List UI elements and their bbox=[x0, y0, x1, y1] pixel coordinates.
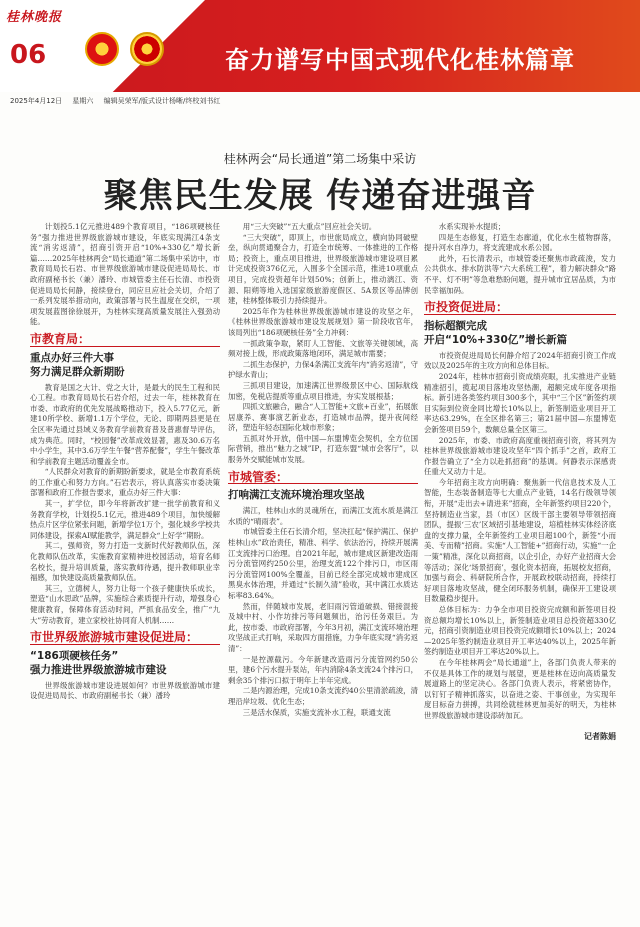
article-kicker: 桂林两会“局长通道”第二场集中采访 bbox=[223, 152, 417, 166]
issue-date: 2025年4月12日 bbox=[10, 97, 63, 105]
editor-credits: 编辑吴荣军/版式设计杨晰/终校刘书红 bbox=[103, 97, 221, 105]
body-paragraph: 满江，桂林山水的灵魂所在，而满江支流水质是满江水质的“晴雨表”。 bbox=[228, 506, 418, 526]
cppcc-emblem-icon bbox=[130, 32, 164, 66]
subhead-line: 开启“10%+330亿”增长新篇 bbox=[424, 333, 568, 346]
body-paragraph: 三是活水保质，实施支流补水工程，联通支流 bbox=[242, 707, 391, 717]
national-emblem-icon bbox=[85, 32, 119, 66]
section-tag-education: 市教育局： bbox=[30, 334, 220, 347]
body-paragraph: 一抓政策争取，紧盯人工智能、文旅等关键领域，高频对接上级，形成政策落地闭环，满足城市需要； bbox=[228, 338, 418, 359]
subhead-line: 强力推进世界级旅游城市建设 bbox=[30, 663, 167, 676]
issue-weekday: 星期六 bbox=[72, 97, 94, 105]
body-paragraph: 世界级旅游城市建设进展如何？市世界级旅游城市建设促进局局长、市政府副秘书长（兼）潘玲 bbox=[30, 680, 220, 701]
column-1 bbox=[30, 222, 220, 912]
reporter-byline: 记者陈娟 bbox=[584, 731, 616, 741]
body-paragraph: 其一，扩学位，即今年将新改扩建一批学前教育和义务教育学校，计划投5.1亿元，推进489个项目，加快缓解热点片区学位紧张问题，新增学位1万个，强化城乡学校共同体建设，探索AI赋能教学，满足群众“上好学”期盼。 bbox=[30, 499, 220, 540]
body-paragraph: 然而，伴随城市发展，老旧雨污管道破损、错接混接及城中村、小作坊排污等问题频出，治污任务艰巨。为此，按市委、市政府部署，今年3月初，满江支流环境治理攻坚战正式打响，采取四方面措施，力争年底实现“消劣返清”： bbox=[228, 601, 418, 653]
body-paragraph: 市城管委主任石长清介绍，坚决扛起“保护满江、保护桂林山水”政治责任，精准、科学、依法治污，持续开展满江支流排污口治理。自2021年起，城市建成区新建改造雨污分流管网约250公里，治理支流122个排污口，市区雨污分流管网100%全覆盖，目前已经全部完成城市建成区黑臭水体治理，并通过“长制久清”验收，其中满江水质达标率83.64%。 bbox=[228, 527, 418, 600]
body-paragraph: 其二，强师资，努力打造一支新时代好教师队伍，深化教师队伍改革，实施教育家精神进校园活动，培育名师名校长，提升培训质量，落实教师待遇，提升教师职业幸福感，加快建设高质量教师队伍。 bbox=[30, 541, 220, 583]
page-number: 06 bbox=[10, 40, 47, 70]
section-subhead bbox=[30, 351, 220, 379]
article-headline: 聚焦民生发展 传递奋进强音 bbox=[103, 176, 537, 216]
banner-title: 奋力谱写中国式现代化桂林篇章 bbox=[225, 46, 575, 74]
body-paragraph: 其三，立德树人，努力让每一个孩子健康快乐成长，塑造“山水思政”品牌，实施综合素质提升行动，增强身心健康教育，保障体育活动时间，严抓食品安全，推广“九大”劳动教育，建立家校社协同育人机制…… bbox=[30, 583, 220, 625]
section-subhead bbox=[30, 649, 220, 677]
body-paragraph: 一是控源截污。今年新建改造雨污分流管网约50公里，建6个污水提升泵站，年内消除4条支流24个排污口，剩余35个排污口拟于明年上半年完成。 bbox=[228, 654, 418, 685]
body-paragraph: “人民群众对教育的新期盼新要求，就是全市教育系统的工作重心和努力方向。”石岩表示，将认真落实市委决策部署和政府工作报告要求，重点办好三件大事： bbox=[30, 467, 220, 498]
subhead-line: “186项硬核任务” bbox=[30, 649, 119, 662]
section-subhead: 打响满江支流环境治理攻坚战 bbox=[228, 489, 365, 502]
intro-paragraph: 计划投5.1亿元推进489个教育项目，“186项硬核任务”强力推进世界级旅游城市建设，年底实现满江4条支流“消劣返清”，招商引资开启“10%+330亿”增长新篇……2025年桂林两会“局长通道”第二场集中采访中，市教育局局长石岩、市世界级旅游城市建设促进局局长、市政府副秘书长（兼）潘玲、市城管委主任石长清、市投资促进局局长何静，接续登台，同应旦应社会关切，介绍了一系列发展举措动向，政策部署与民生温度在交织，一项项发展蓝图徐徐展开，为桂林实现高质量发展注入强劲动能。 bbox=[30, 222, 220, 327]
body-paragraph: 二是内源治理，完成10条支流约40公里清淤疏浚，清理沿岸垃圾、优化生态； bbox=[228, 686, 418, 706]
subhead-line: 指标超额完成 bbox=[424, 319, 487, 332]
body-paragraph: 2025年，市委、市政府高度重视招商引资，将其列为桂林世界级旅游城市建设攻坚年“四个抓手”之首，政府工作报告确立了“全力以赴抓招商”的基调。何静表示深感责任重大又动力十足。 bbox=[424, 435, 616, 477]
section-subhead bbox=[424, 319, 616, 347]
body-paragraph: 四抓文旅融合，融合“人工智能+文旅+百业”，拓展旅居康养、赛事演艺新业态，打造城市品牌，提升夜间经济，塑造年轻态国际化城市形象； bbox=[228, 402, 418, 433]
section-tag-investment: 市投资促进局： bbox=[424, 302, 616, 315]
body-paragraph: 总体目标为：力争全市项目投资完成额和新签项目投资总额均增长10%以上，新签制造业项目总投资超330亿元，招商引资制造业项目投资完成额增长10%以上；2024—2025年签约制造业项目开工率达40%以上，2025年新签约制造业项目开工率达20%以上。 bbox=[424, 605, 616, 657]
dateline bbox=[10, 96, 228, 106]
body-paragraph: 2025年作为桂林世界级旅游城市建设的攻坚之年，《桂林世界级旅游城市建设发展规划》第一阶段收官年，该局列出“186项硬核任务”全力冲刺： bbox=[228, 306, 418, 337]
masthead-logo: 桂林晚报 bbox=[6, 10, 63, 25]
subhead-line: 努力满足群众新期盼 bbox=[30, 365, 125, 378]
section-tag-urban-management: 市城管委： bbox=[228, 472, 418, 485]
subhead-line: 重点办好三件大事 bbox=[30, 351, 114, 364]
body-paragraph: 三抓项目建设，加速满江世界级景区中心、国际航线加密，免税店提质等重点项目推进，夯实发展根基； bbox=[228, 380, 418, 401]
body-paragraph: 2024年，桂林市招商引资成绩亮眼，扎实推进产业链精准招引，揽起项目落地攻坚热潮，超额完成年度各项指标。新引进各类签约项目300多个，其中“三个区”新签约项目实际到位资金同比增长10%以上，新签制造业项目开工率达63.29%，在全区排名第三；第21届中国—东盟博览会新签项目59个，数额总量全区第三。 bbox=[424, 371, 616, 434]
column-2 bbox=[228, 222, 418, 912]
body-paragraph: 用“三大突破”“五大重点”回应社会关切。 bbox=[242, 222, 377, 231]
body-paragraph: 水系实现补水提质； bbox=[438, 222, 506, 231]
body-paragraph: 二抓生态保护，力保4条满江支流年内“消劣返清”，守护绿水青山； bbox=[228, 359, 418, 380]
body-paragraph: 四是生态修复，打造生态廊道，优化水生植物群落，提升河水自净力，将支流建成水系公园。 bbox=[424, 232, 616, 253]
body-paragraph: 在今年桂林两会“局长通道”上，各部门负责人带来的不仅是具体工作的规划与展望，更是桂林在迈向高质量发展道路上的坚定决心。各部门负责人表示，将紧密协作，以钉钉子精神抓落实，以奋进之姿、干事创业，为实现年度目标奋力拼搏，共同绘就桂林更加美好的明天，为桂林世界级旅游城市建设添砖加瓦。 bbox=[424, 657, 616, 720]
page-banner bbox=[0, 0, 640, 92]
section-tag-tourism: 市世界级旅游城市建设促进局： bbox=[30, 632, 220, 645]
body-paragraph: 市投资促进局局长何静介绍了2024年招商引资工作成效以及2025年的主攻方向和总体目标。 bbox=[424, 350, 616, 371]
column-3 bbox=[424, 222, 616, 912]
body-paragraph: “三大突破”，即顶上，市世旅局成立，横向协同破壁垒，纵向贯通聚合力，打造全市统筹、一体推进的工作格局；投资上，重点项目推进，世界级旅游城市建设项目累计完成投资376亿元，入围多个全国示范，推进10项重点项目，完成投资超年计划50%；创新上，推动漓江、资源、阳朔等地入选国家级旅游度假区、5A景区等品牌创建，桂林整体吸引力持续提升。 bbox=[228, 232, 418, 306]
body-paragraph: 五抓对外开放，借中国—东盟博览会契机，全方位国际营销，推出“魅力之城”IP，打造东盟“城市会客厅”，以服务外交赋能城市发展。 bbox=[228, 433, 418, 465]
body-paragraph: 今年招商主攻方向明确：聚焦新一代信息技术及人工智能，生态装备制造等七大重点产业链，14名行级领导领衔，开展“走出去+请进来”招商，全年新签约项目220个，坚持制造业当家，县（市区）区级干部主要领导带领招商团队，提振‘三农’区域招引基地建设，培植桂林实体经济底盘的支撑力量，全年新签约工业项目超100个，新签“小而美、专而精”招商。实施“人工智能+”招商行动，实施“一企一策”精准，深化以商招商，以企引企，办好产业招商大会等活动；深化‘场景招商’，强化资本招商，拓展校友招商，加强与商会、科研院所合作，开展政校联动招商，持续打好项目落地攻坚战，健全闭环服务机制，确保开工建设项目数量稳步提升。 bbox=[424, 477, 616, 604]
body-paragraph: 教育是国之大计、党之大计，是最大的民生工程和民心工程。市教育局局长石岩介绍，过去一年，桂林教育在市委、市政府的优先发展战略推动下，投入5.77亿元，新建10所学校、新增1.1万个学位，无论、即期两县更是在全区率先通过县域义务教育学前教育普及普惠督导评估，成为典范。同时，“校园餐”改革成效显著，惠及30.6万名中小学生，其中3.6万学生午餐“营养配餐”，学生午餐改革和学前教育主题活动覆盖全市。 bbox=[30, 382, 220, 466]
body-paragraph: 此外，石长清表示，市城管委还聚焦市政疏浚，发力公共供水、排水防洪等“六大系统工程”，着力解决群众“路不平、灯不明”等急难愁盼问题，提升城市宜居品质，为市民幸福加码。 bbox=[424, 253, 616, 295]
